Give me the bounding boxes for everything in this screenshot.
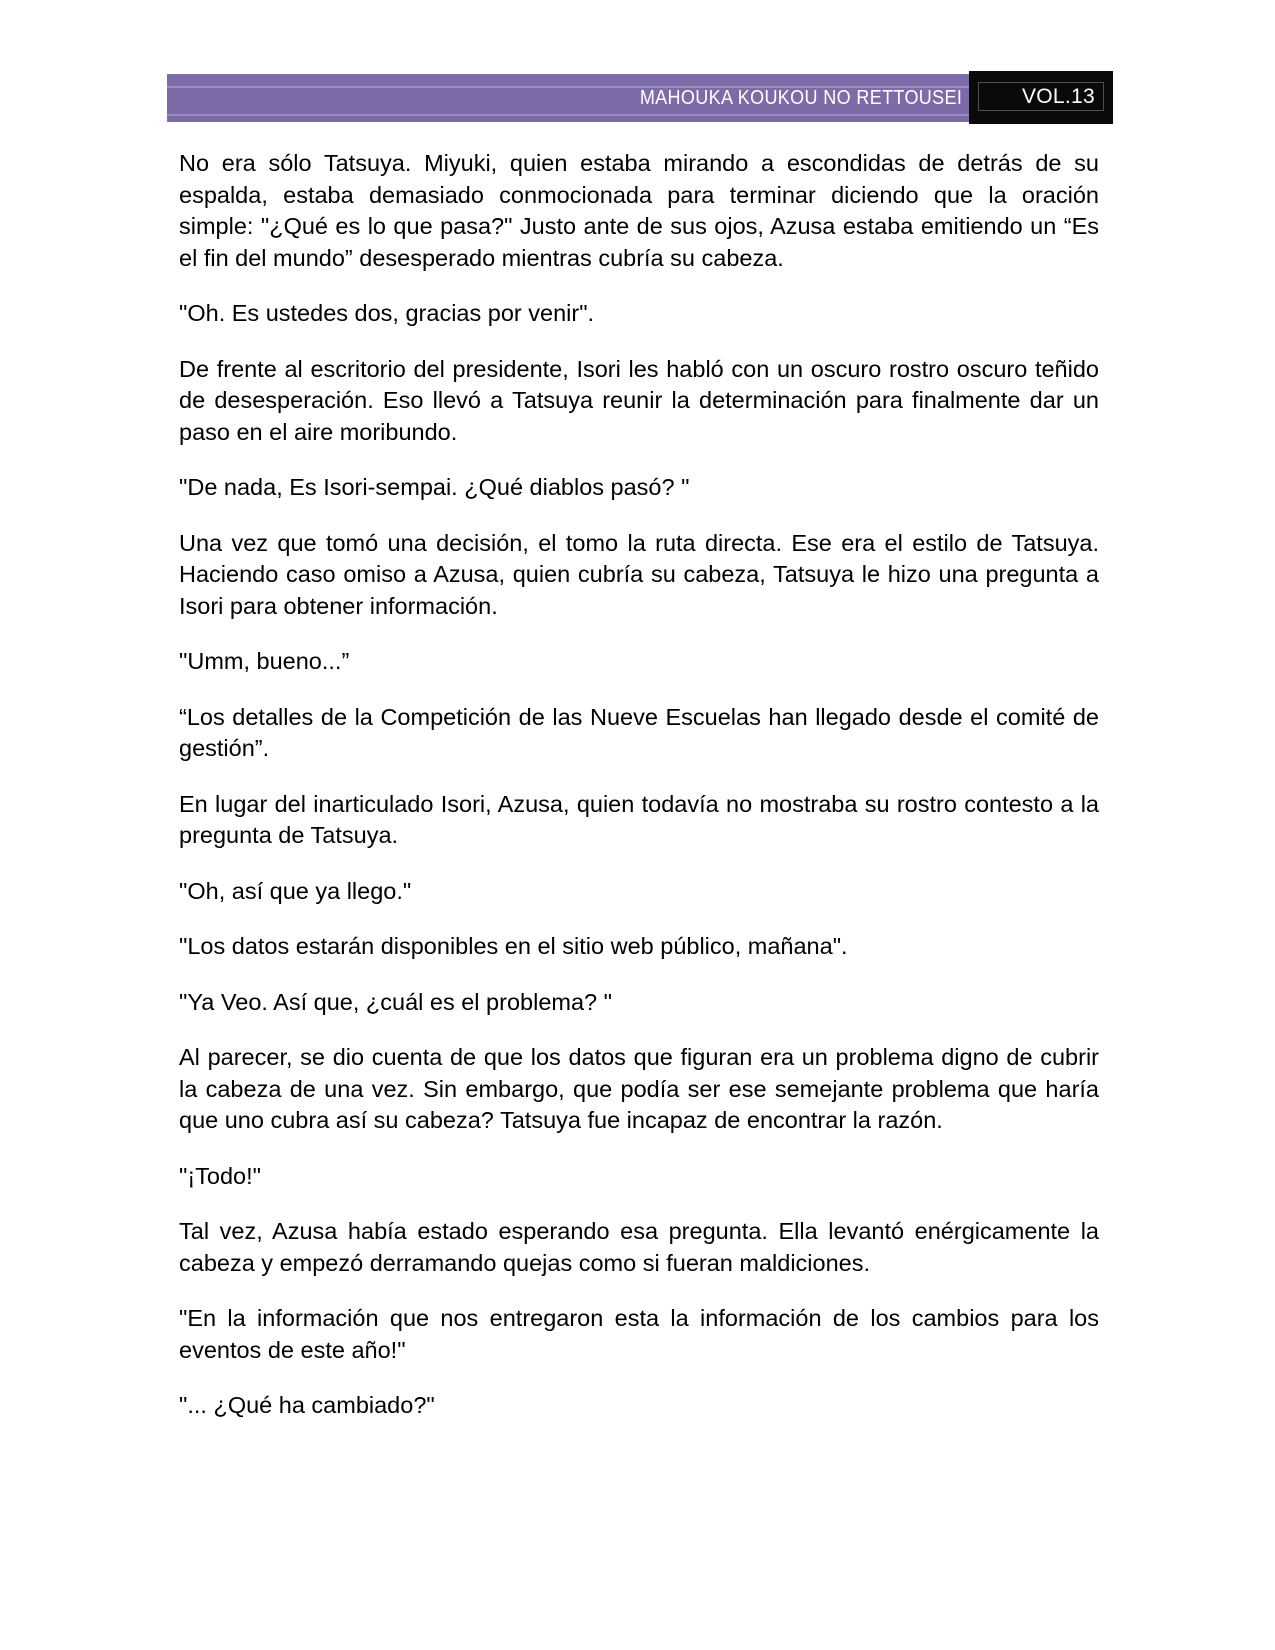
paragraph: Una vez que tomó una decisión, el tomo la ruta directa. Ese era el estilo de Tatsuya. Haciendo caso omiso a Azusa, quien cubría su cabeza, Tatsuya le hizo una pregunta a Isori para obtener información. <box>179 529 1099 619</box>
series-title: MAHOUKA KOUKOU NO RETTOUSEI <box>639 86 962 109</box>
paragraph: De frente al escritorio del presidente, Isori les habló con un oscuro rostro oscuro teñido de desesperación. Eso llevó a Tatsuya reunir la determinación para finalmente dar un paso en el aire moribundo. <box>179 355 1099 445</box>
body-text <box>179 148 1099 1422</box>
volume-label: VOL.13 <box>978 82 1104 111</box>
paragraph: "Oh, así que ya llego." <box>179 877 412 904</box>
paragraph: "... ¿Qué ha cambiado?" <box>179 1392 435 1418</box>
header-bar <box>167 74 969 122</box>
paragraph: “Los detalles de la Competición de las Nueve Escuelas han llegado desde el comité de gestión”. <box>179 703 1099 761</box>
paragraph: "Umm, bueno...” <box>179 648 350 674</box>
paragraph: "Oh. Es ustedes dos, gracias por venir". <box>179 300 595 326</box>
paragraph: Tal vez, Azusa había estado esperando esa pregunta. Ella levantó enérgicamente la cabeza y empezó derramando quejas como si fueran maldiciones. <box>179 1218 1099 1276</box>
paragraph: "De nada, Es Isori-sempai. ¿Qué diablos pasó? " <box>179 474 690 500</box>
paragraph: En lugar del inarticulado Isori, Azusa, quien todavía no mostraba su rostro contesto a la pregunta de Tatsuya. <box>179 790 1099 848</box>
volume-box <box>969 71 1113 124</box>
paragraph: "¡Todo!" <box>179 1162 261 1189</box>
paragraph: No era sólo Tatsuya. Miyuki, quien estaba mirando a escondidas de detrás de su espalda, estaba demasiado conmocionada para terminar diciendo que la oración simple: "¿Qué es lo que pasa?" Justo ante de sus ojos, Azusa estaba emitiendo un “Es el fin del mundo” desesperado mientras cubría su cabeza. <box>179 150 1099 271</box>
paragraph: Al parecer, se dio cuenta de que los datos que figuran era un problema digno de cubrir la cabeza de una vez. Sin embargo, que podía ser ese semejante problema que haría que uno cubra así su cabeza? Tatsuya fue incapaz de encontrar la razón. <box>179 1044 1099 1133</box>
paragraph: "Los datos estarán disponibles en el sitio web público, mañana". <box>179 933 848 959</box>
paragraph: "Ya Veo. Así que, ¿cuál es el problema? " <box>179 988 612 1015</box>
paragraph: "En la información que nos entregaron esta la información de los cambios para los eventos de este año!" <box>179 1305 1099 1363</box>
